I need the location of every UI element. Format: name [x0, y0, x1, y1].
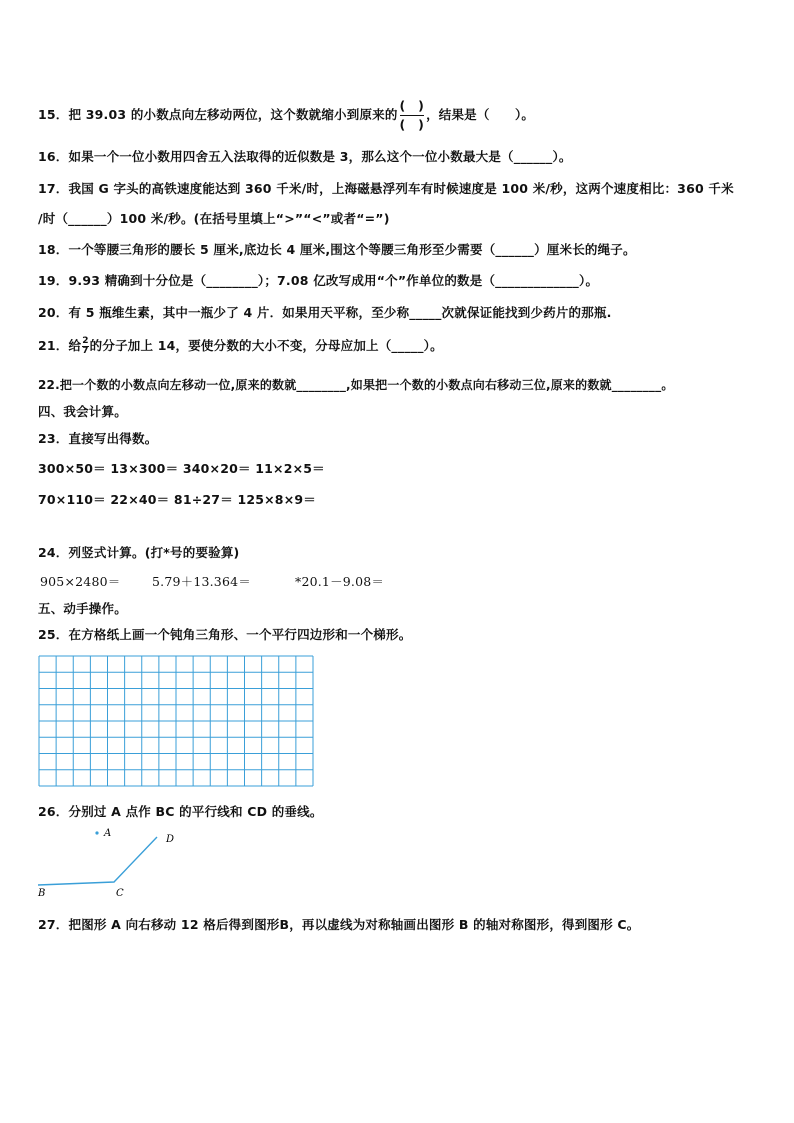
- question-25: 25．在方格纸上画一个钝角三角形、一个平行四边形和一个梯形。: [38, 627, 412, 642]
- question-16: 16．如果一个一位小数用四舍五入法取得的近似数是 3，那么这个一位小数最大是（______）。: [38, 149, 572, 164]
- label-a: A: [104, 828, 112, 839]
- q23-row1: 300×50＝ 13×300＝ 340×20＝ 11×2×5＝: [38, 461, 325, 476]
- q24-expr1: 905×2480＝: [40, 574, 121, 589]
- figure-26: [30, 825, 190, 899]
- question-19: 19．9.93 精确到十分位是（________）；7.08 亿改写成用“个”作单位的数是（_____________）。: [38, 273, 599, 288]
- label-c: C: [116, 888, 124, 899]
- question-17-line1: 17．我国 G 字头的高铁速度能达到 360 千米/时，上海磁悬浮列车有时候速度是 100 米/秒，这两个速度相比：360 千米: [38, 181, 734, 196]
- point-a-dot: [95, 831, 98, 834]
- q23-row2: 70×110＝ 22×40＝ 81÷27＝ 125×8×9＝: [38, 492, 316, 507]
- question-15: [38, 98, 534, 133]
- question-23: 23．直接写出得数。: [38, 431, 158, 446]
- question-18: 18．一个等腰三角形的腰长 5 厘米,底边长 4 厘米,围这个等腰三角形至少需要（______）厘米长的绳子。: [38, 242, 636, 257]
- lines-bc-cd: [38, 837, 157, 885]
- grid-lines: [39, 656, 313, 786]
- question-26: 26．分别过 A 点作 BC 的平行线和 CD 的垂线。: [38, 804, 323, 819]
- question-27: 27．把图形 A 向右移动 12 格后得到图形B，再以虚线为对称轴画出图形 B 的轴对称图形，得到图形 C。: [38, 917, 640, 932]
- section-4-heading: 四、我会计算。: [38, 404, 127, 419]
- q21-fraction: $\frac{2}{7}$: [82, 336, 89, 356]
- q15-text-post: ，结果是（ ）。: [426, 107, 535, 122]
- q24-expr3: *20.1－9.08＝: [295, 574, 385, 589]
- q15-fraction: $\frac{( )}{( )}$: [399, 98, 425, 132]
- question-21: 21．给$\frac{2}{7}$的分子加上 14，要使分数的大小不变，分母应加上（_____）。: [38, 336, 443, 356]
- question-20: 20．有 5 瓶维生素，其中一瓶少了 4 片．如果用天平称，至少称_____次就保证能找到少药片的那瓶.: [38, 305, 612, 320]
- question-17-line2: /时（______）100 米/秒。(在括号里填上“>”“<”或者“=”): [38, 211, 390, 226]
- label-b: B: [38, 888, 46, 899]
- section-5-heading: 五、动手操作。: [38, 601, 127, 616]
- q24-expr2: 5.79＋13.364＝: [152, 574, 251, 589]
- question-22: 22.把一个数的小数点向左移动一位,原来的数就________,如果把一个数的小数点向右移动三位,原来的数就________。: [38, 378, 674, 392]
- question-24: 24．列竖式计算。(打*号的要验算): [38, 545, 240, 560]
- q15-text-pre: 15．把 39.03 的小数点向左移动两位，这个数就缩小到原来的: [38, 107, 398, 122]
- square-grid-paper: [38, 655, 314, 787]
- label-d: D: [166, 834, 175, 845]
